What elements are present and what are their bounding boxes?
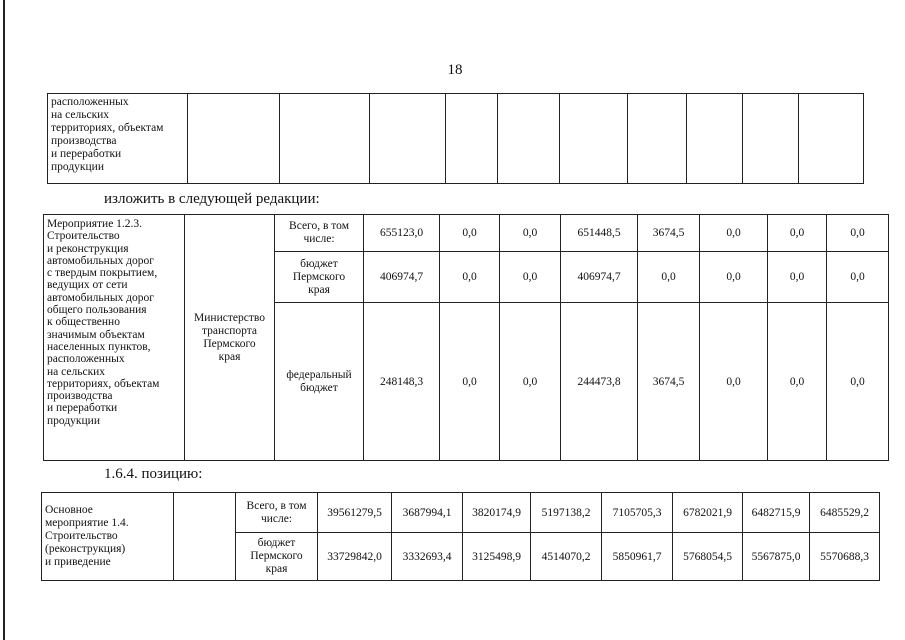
source-line: края: [308, 283, 330, 296]
table-row: [42, 493, 880, 533]
value-cell: 244473,8: [561, 303, 638, 461]
left-border-line: [3, 0, 5, 640]
source-line: бюджет: [300, 381, 338, 394]
value-cell: 3332693,4: [392, 533, 463, 581]
description-line: на сельских: [47, 365, 106, 378]
value-cell: 0,0: [700, 252, 768, 303]
executor-line: Министерство: [194, 311, 265, 324]
source-line: Пермского: [250, 550, 303, 562]
value-cell: 0,0: [700, 303, 768, 461]
funding-source-cell: [236, 533, 318, 581]
value-cell: 5197138,2: [531, 493, 602, 533]
description-cell: [48, 94, 188, 184]
value-cell: 0,0: [638, 252, 700, 303]
executor-line: края: [218, 350, 241, 363]
description-cell: [42, 493, 174, 581]
previous-position-table: [47, 93, 864, 184]
source-line: Всего, в том: [289, 220, 349, 232]
value-cell: 655123,0: [364, 215, 440, 252]
source-line: бюджет: [257, 537, 296, 549]
source-line: федеральный: [286, 368, 352, 381]
value-cell: 3674,5: [638, 215, 700, 252]
value-cell: 651448,5: [561, 215, 638, 252]
source-line: числе:: [303, 233, 335, 245]
empty-cell: [743, 94, 799, 184]
value-cell: 0,0: [768, 215, 827, 252]
value-cell: 4514070,2: [531, 533, 602, 581]
value-cell: 406974,7: [364, 252, 440, 303]
value-cell: 0,0: [440, 303, 500, 461]
empty-cell: [560, 94, 628, 184]
executor-cell: [174, 493, 236, 581]
description-line: (реконструкция): [45, 543, 126, 555]
empty-cell: [799, 94, 864, 184]
source-line: края: [265, 563, 288, 575]
page-number: 18: [447, 62, 463, 78]
description-line: территориях, объектам: [47, 377, 160, 390]
value-cell: 3820174,9: [463, 493, 531, 533]
value-cell: 7105705,3: [602, 493, 673, 533]
empty-cell: [628, 94, 687, 184]
table-row: [44, 215, 889, 252]
description-line: продукции: [47, 414, 100, 427]
description-line: автомобильных дорог: [47, 254, 154, 267]
value-cell: 0,0: [440, 252, 500, 303]
description-line: и переработки: [47, 402, 118, 415]
source-line: числе:: [260, 512, 293, 525]
value-cell: 6485529,2: [810, 493, 880, 533]
description-line: производства: [47, 390, 113, 403]
executor-cell: [185, 215, 275, 461]
source-line: бюджет: [300, 257, 338, 270]
description-line: общего пользования: [47, 304, 147, 317]
source-line: Пермского: [292, 270, 346, 283]
value-cell: 248148,3: [364, 303, 440, 461]
value-cell: 33729842,0: [318, 533, 392, 581]
value-cell: 3687994,1: [392, 493, 463, 533]
value-cell: 6482715,9: [743, 493, 810, 533]
funding-source-cell: [275, 303, 364, 461]
description-line: значимым объектам: [47, 328, 145, 341]
value-cell: 0,0: [500, 215, 561, 252]
source-line: Всего, в том: [246, 499, 307, 512]
funding-source-cell: [236, 493, 318, 533]
description-line: и переработки: [51, 148, 122, 160]
value-cell: 5567875,0: [743, 533, 810, 581]
value-cell: 5850961,7: [602, 533, 673, 581]
value-cell: 6782021,9: [673, 493, 743, 533]
description-line: с твердым покрытием,: [47, 267, 158, 280]
value-cell: 0,0: [500, 303, 561, 461]
description-line: продукции: [51, 161, 104, 173]
description-line: и реконструкция: [47, 242, 129, 255]
value-cell: 3125498,9: [463, 533, 531, 581]
description-line: на сельских: [51, 109, 110, 121]
value-cell: 0,0: [700, 215, 768, 252]
funding-source-cell: [275, 252, 364, 303]
description-line: мероприятие 1.4.: [45, 517, 129, 529]
value-cell: 3674,5: [638, 303, 700, 461]
description-line: к общественно: [47, 316, 120, 329]
value-cell: 5570688,3: [810, 533, 880, 581]
empty-cell: [280, 94, 370, 184]
empty-cell: [188, 94, 280, 184]
value-cell: 0,0: [827, 215, 889, 252]
description-line: автомобильных дорог: [47, 291, 154, 304]
value-cell: 0,0: [768, 252, 827, 303]
value-cell: 0,0: [768, 303, 827, 461]
value-cell: 0,0: [827, 252, 889, 303]
executor-line: транспорта: [201, 324, 258, 337]
empty-cell: [687, 94, 743, 184]
section-heading: 1.6.4. позицию:: [104, 466, 203, 482]
value-cell: 0,0: [440, 215, 500, 252]
new-edition-table: [43, 214, 889, 461]
section-heading: изложить в следующей редакции:: [104, 191, 320, 207]
description-line: Мероприятие 1.2.3.: [47, 218, 143, 230]
value-cell: 0,0: [827, 303, 889, 461]
description-line: производства: [51, 135, 117, 147]
description-line: территориях, объектам: [51, 122, 164, 134]
value-cell: 5768054,5: [673, 533, 743, 581]
value-cell: 0,0: [500, 252, 561, 303]
description-line: расположенных: [47, 353, 125, 366]
empty-cell: [446, 94, 498, 184]
value-cell: 406974,7: [561, 252, 638, 303]
funding-source-cell: [275, 215, 364, 252]
description-line: расположенных: [51, 96, 129, 108]
description-line: населенных пунктов,: [47, 340, 151, 353]
empty-cell: [498, 94, 560, 184]
description-cell: [44, 215, 185, 461]
description-line: ведущих от сети: [47, 279, 128, 292]
description-line: Основное: [45, 504, 93, 516]
empty-cell: [370, 94, 446, 184]
position-table: [41, 492, 880, 581]
description-line: и приведение: [45, 556, 111, 568]
description-line: Строительство: [45, 530, 118, 542]
description-line: Строительство: [47, 230, 120, 243]
value-cell: 39561279,5: [318, 493, 392, 533]
executor-line: Пермского: [203, 337, 256, 350]
